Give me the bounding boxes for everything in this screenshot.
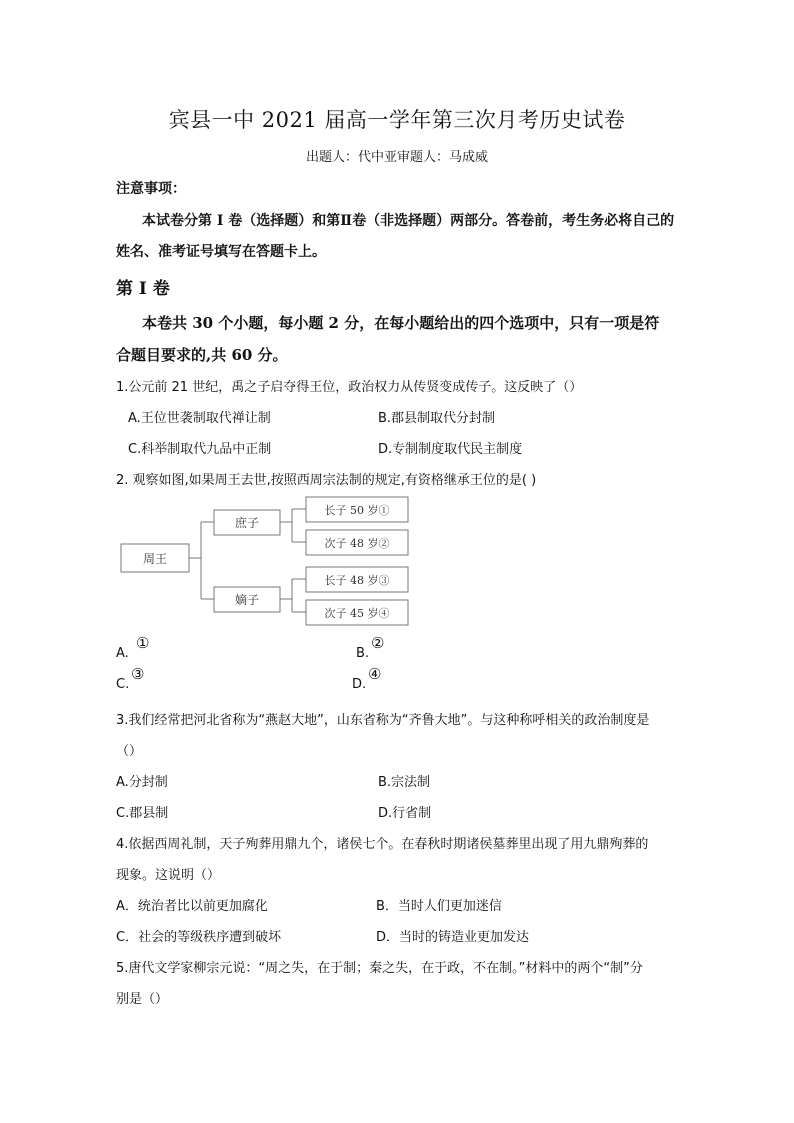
question-2-option-b: B. (356, 646, 370, 661)
question-1-option-c: C.科举制取代九品中正制 (128, 442, 272, 457)
question-2-option-c: C. (116, 677, 130, 692)
question-4-option-a: A．统治者比以前更加腐化 (116, 899, 268, 914)
diagram-leaf-label-1: 长子 50 岁① (324, 504, 390, 517)
question-2-option-a-mark: ① (136, 634, 150, 652)
question-2-option-a: A. (116, 646, 129, 661)
exam-title: 宾县一中 2021 届高一学年第三次月考历史试卷 (168, 108, 626, 132)
question-2-option-b-mark: ② (371, 634, 385, 652)
question-5-stem-cont: 别是（） (116, 992, 169, 1007)
zongfa-diagram (116, 492, 416, 634)
question-3-option-c: C.郡县制 (116, 806, 169, 821)
notice-heading: 注意事项： (116, 181, 186, 197)
diagram-connector-root (189, 522, 214, 599)
section-intro-2: 合题目要求的,共 60 分。 (116, 346, 288, 364)
notice-line-1: 本试卷分第 I 卷（选择题）和第Ⅱ卷（非选择题）两部分。答卷前，考生务必将自己的 (142, 213, 675, 229)
diagram-leaf-label-2: 次子 48 岁② (324, 537, 390, 550)
question-2-option-d: D. (352, 677, 367, 692)
question-2-option-d-mark: ④ (368, 665, 382, 683)
question-4-option-d: D．当时的铸造业更加发达 (376, 930, 530, 945)
question-1-option-d: D.专制制度取代民主制度 (378, 442, 523, 457)
diagram-leaf-label-3: 长子 48 岁③ (324, 574, 390, 587)
diagram-connector-branch-2 (280, 579, 306, 612)
notice-line-2: 姓名、准考证号填写在答题卡上。 (116, 244, 326, 260)
section-intro-1: 本卷共 30 个小题，每小题 2 分，在每小题给出的四个选项中，只有一项是符 (142, 314, 660, 332)
section-heading: 第 I 卷 (116, 279, 170, 299)
exam-authors: 出题人：代中亚审题人：马成威 (305, 150, 488, 165)
diagram-branch-label-1: 庶子 (234, 516, 260, 530)
question-3-option-a: A.分封制 (116, 775, 168, 790)
question-4-option-b: B．当时人们更加迷信 (376, 899, 502, 914)
question-5-stem: 5.唐代文学家柳宗元说：“周之失，在于制；秦之失，在于政，不在制。”材料中的两个“制”分 (116, 961, 643, 976)
question-4-stem: 4.依据西周礼制，天子殉葬用鼎九个，诸侯七个。在春秋时期诸侯墓葬里出现了用九鼎殉葬的 (116, 837, 649, 852)
diagram-branch-label-2: 嫡子 (234, 593, 260, 607)
question-4-option-c: C．社会的等级秩序遭到破坏 (116, 930, 282, 945)
question-2-stem: 2. 观察如图,如果周王去世,按照西周宗法制的规定,有资格继承王位的是( ) (116, 473, 537, 488)
question-3-stem: 3.我们经常把河北省称为“燕赵大地”，山东省称为“齐鲁大地”。与这种称呼相关的政治制度是 (116, 713, 650, 728)
question-3-stem-cont: （） (116, 744, 143, 759)
diagram-root-label: 周王 (142, 552, 168, 566)
question-1-option-a: A.王位世袭制取代禅让制 (128, 411, 271, 426)
diagram-connector-branch-1 (280, 509, 306, 542)
question-2-option-c-mark: ③ (131, 665, 145, 683)
question-1-stem: 1.公元前 21 世纪，禹之子启夺得王位，政治权力从传贤变成传子。这反映了（） (116, 380, 583, 395)
question-1-option-b: B.郡县制取代分封制 (378, 411, 496, 426)
question-4-stem-cont: 现象。这说明（） (116, 868, 221, 883)
question-3-option-d: D.行省制 (378, 806, 432, 821)
question-3-option-b: B.宗法制 (378, 775, 431, 790)
diagram-leaf-label-4: 次子 45 岁④ (324, 607, 390, 620)
